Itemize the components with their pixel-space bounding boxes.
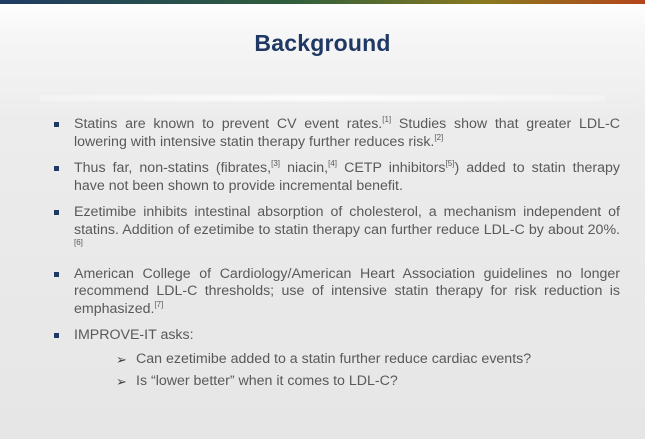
citation-ref: [5] xyxy=(445,159,455,168)
square-bullet-icon xyxy=(54,210,59,215)
top-accent-bar xyxy=(0,0,645,4)
square-bullet-icon xyxy=(54,272,59,277)
title-divider xyxy=(40,94,605,102)
bullet-list xyxy=(52,116,620,396)
bullet-item xyxy=(52,266,620,319)
citation-ref: [1] xyxy=(382,115,392,124)
bullet-text: American College of Cardiology/American Heart Association guidelines no longer recommend LDL-C thresholds; use of intensive statin therapy for risk reduction is emphasized. xyxy=(74,265,620,317)
slide-title: Background xyxy=(254,30,391,56)
sub-bullet-text: Can ezetimibe added to a statin further reduce cardiac events? xyxy=(136,350,532,367)
square-bullet-icon xyxy=(54,166,59,171)
citation-ref: [6] xyxy=(74,238,83,247)
bullet-item xyxy=(52,327,620,345)
sub-bullet-list xyxy=(116,351,620,391)
citation-ref: [4] xyxy=(328,159,337,168)
sub-bullet-item xyxy=(116,373,620,391)
citation-ref: [2] xyxy=(434,132,444,142)
bullet-text: CETP inhibitors xyxy=(337,160,446,176)
arrow-bullet-icon: ➢ xyxy=(116,374,127,389)
square-bullet-icon xyxy=(54,333,59,338)
bullet-text: niacin, xyxy=(280,160,329,176)
bullet-item xyxy=(52,204,620,257)
bullet-item xyxy=(52,160,620,195)
arrow-bullet-icon: ➢ xyxy=(116,351,127,367)
bullet-text: Statins are known to prevent CV event rates. xyxy=(74,116,383,132)
bullet-text: Studies show that greater LDL-C lowering with intensive statin therapy further reduces risk. xyxy=(74,116,620,150)
sub-bullet-item xyxy=(116,351,620,369)
bullet-text: Thus far, non-statins (fibrates, xyxy=(74,160,272,176)
bullet-text: ) added to statin therapy have not been shown to provide incremental benefit. xyxy=(74,160,620,194)
bullet-item xyxy=(52,116,620,151)
bullet-text: IMPROVE-IT asks: xyxy=(74,327,194,343)
bullet-text: Ezetimibe inhibits intestinal absorption of cholesterol, a mechanism independent of statins. Addition of ezetimibe to statin therapy can further reduce LDL-C by about 20%. xyxy=(74,204,620,238)
citation-ref: [7] xyxy=(154,299,164,309)
citation-ref: [3] xyxy=(271,159,280,168)
square-bullet-icon xyxy=(54,122,59,127)
sub-bullet-text: Is “lower better” when it comes to LDL-C? xyxy=(136,373,398,389)
